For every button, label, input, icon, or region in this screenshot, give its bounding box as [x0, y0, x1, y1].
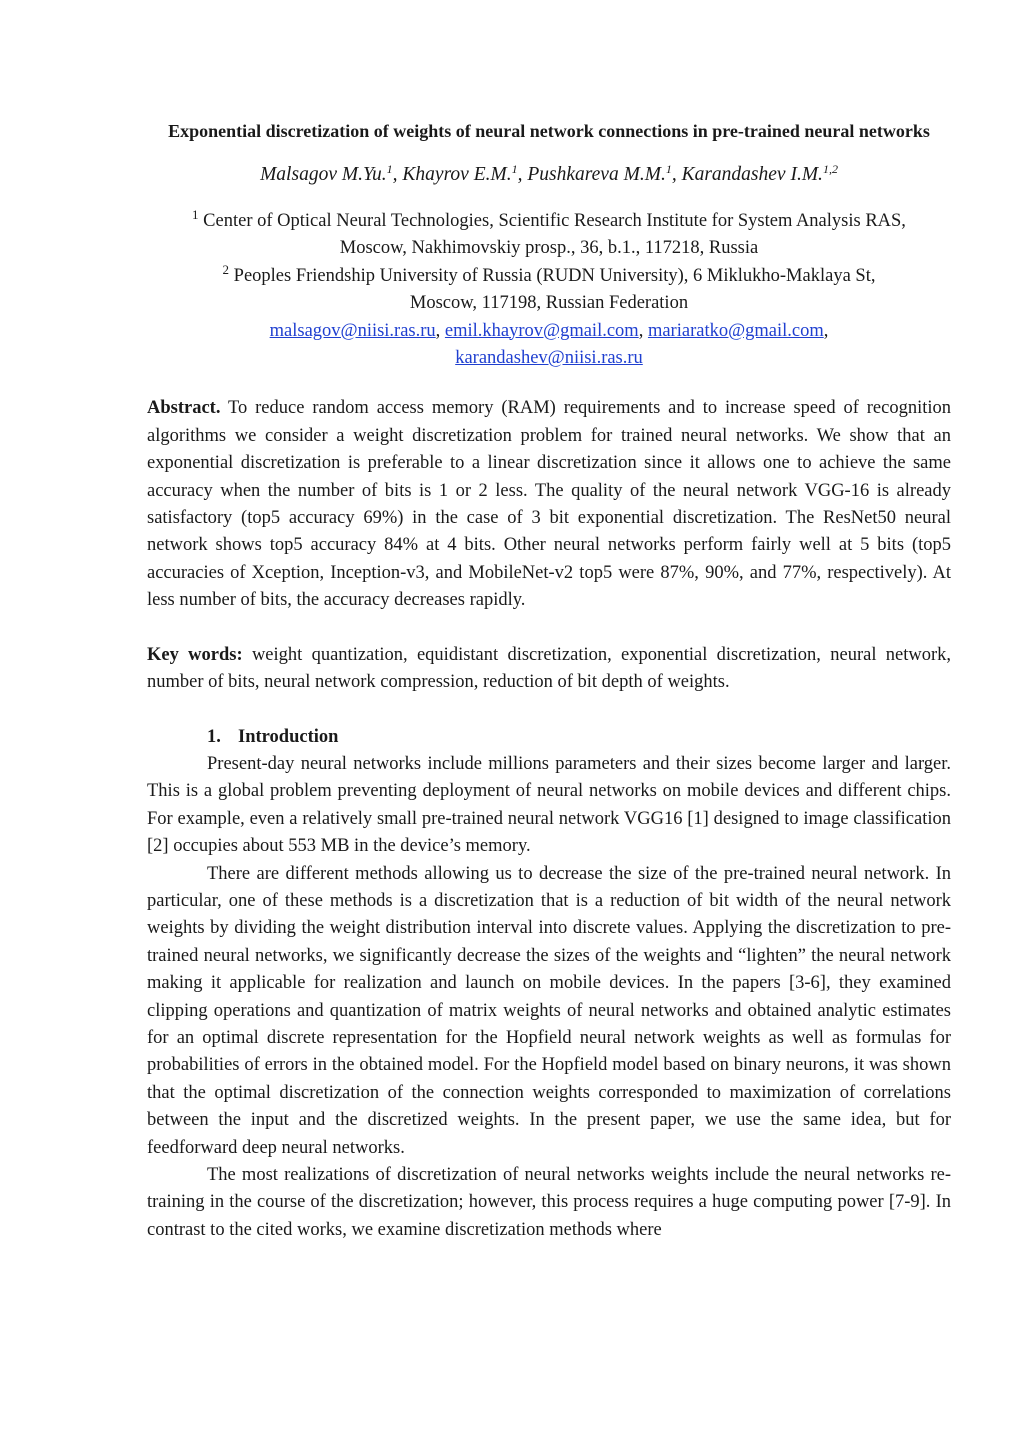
abstract-label: Abstract.: [147, 398, 221, 419]
email-link[interactable]: emil.khayrov@gmail.com: [444, 320, 639, 341]
author-name: Khayrov E.M.: [402, 164, 512, 185]
keywords-label: Key words:: [147, 644, 243, 665]
affiliation-mark: 2: [222, 261, 230, 277]
author-list: [147, 161, 951, 189]
email-separator: ,: [638, 320, 648, 341]
keywords: [147, 642, 951, 697]
affiliation: [147, 263, 951, 318]
keywords-text: weight quantization, equidistant discretization, exponential discretization, neural network, number of bits, neural network compression, reduction of bit depth of weights.: [147, 644, 952, 693]
author-affiliation-mark: 1: [665, 162, 672, 176]
email-link[interactable]: mariaratko@gmail.com: [647, 320, 824, 341]
section-heading: [147, 724, 951, 751]
affiliation-line: Peoples Friendship University of Russia (RUDN University), 6 Miklukho-Maklaya St,: [233, 265, 876, 286]
affiliation-line: Center of Optical Neural Technologies, Scientific Research Institute for System Analysis RAS,: [203, 211, 906, 231]
author-name: Pushkareva M.M.: [527, 164, 666, 185]
abstract: [147, 395, 951, 614]
affiliation-mark: 1: [192, 207, 199, 222]
email-list: [147, 318, 951, 373]
abstract-text: To reduce random access memory (RAM) requirements and to increase speed of recognition algorithms we consider a weight discretization problem for trained neural networks. We show that an exponential discretization is preferable to a linear discretization since it allows one to achieve the same accuracy when the number of bits is 1 or 2 less. The quality of the neural network VGG-16 is already satisfactory (top5 accuracy 69%) in the case of 3 bit exponential discretization. The ResNet50 neural network shows top5 accuracy 84% at 4 bits. Other neural networks perform fairly well at 5 bits (top5 accuracies of Xception, Inception-v3, and MobileNet-v2 top5 were 87%, 90%, and 77%, respectively). At less number of bits, the accuracy decreases rapidly.: [147, 398, 951, 611]
affiliation-line: Moscow, 117198, Russian Federation: [409, 293, 689, 314]
author-separator: ,: [517, 164, 528, 185]
author-affiliation-mark: 1: [511, 162, 518, 176]
affiliation-line: Moscow, Nakhimovskiy prosp., 36, b.1., 117218, Russia: [339, 238, 759, 259]
author-separator: ,: [392, 164, 403, 185]
email-separator: ,: [823, 320, 829, 341]
body-paragraph: Present-day neural networks include millions parameters and their sizes become larger and larger. This is a global problem preventing deployment of neural networks on mobile devices and different chips. For example, even a relatively small pre-trained neural network VGG16 [1] designed to image classification [2] occupies about 553 MB in the device’s memory.: [147, 753, 951, 857]
email-link[interactable]: karandashev@niisi.ras.ru: [455, 348, 643, 369]
email-link[interactable]: malsagov@niisi.ras.ru: [269, 320, 436, 341]
affiliations: [147, 208, 951, 372]
author-affiliation-mark: 1: [386, 162, 393, 176]
affiliation: [147, 208, 951, 263]
author-name: Karandashev I.M.: [681, 164, 823, 185]
author-affiliation-mark: 1,2: [822, 162, 838, 176]
email-separator: ,: [435, 320, 445, 341]
body-paragraph: There are different methods allowing us to decrease the size of the pre-trained neural network. In particular, one of these methods is a discretization that is a reduction of bit width of the neural network weights by dividing the weight distribution interval into discrete values. Applying the discretization to pre-trained neural networks, we significantly decrease the sizes of the weights and “lighten” the neural network making it applicable for realization and launch on mobile devices. In the papers [3-6], they examined clipping operations and quantization of matrix weights of neural networks and obtained analytic estimates for an optimal discrete representation for the Hopfield neural network weights as well as formulas for probabilities of errors in the obtained model. For the Hopfield model based on binary neurons, it was shown that the optimal discretization of the connection weights corresponded to maximization of correlations between the input and the discretized weights. In the present paper, we use the same idea, but for feedforward deep neural networks.: [147, 863, 951, 1158]
author-name: Malsagov M.Yu.: [260, 164, 387, 185]
author-separator: ,: [671, 164, 682, 185]
body-paragraph: The most realizations of discretization of neural networks weights include the neural networks re-training in the course of the discretization; however, this process requires a huge computing power [7-9]. In contrast to the cited works, we examine discretization methods where: [147, 1165, 951, 1240]
section-title: Introduction: [238, 726, 339, 747]
section-number: 1.: [207, 726, 221, 747]
paper-title: Exponential discretization of weights of neural network connections in pre-trained neural networks: [168, 121, 930, 141]
paper-page: [147, 118, 951, 1244]
